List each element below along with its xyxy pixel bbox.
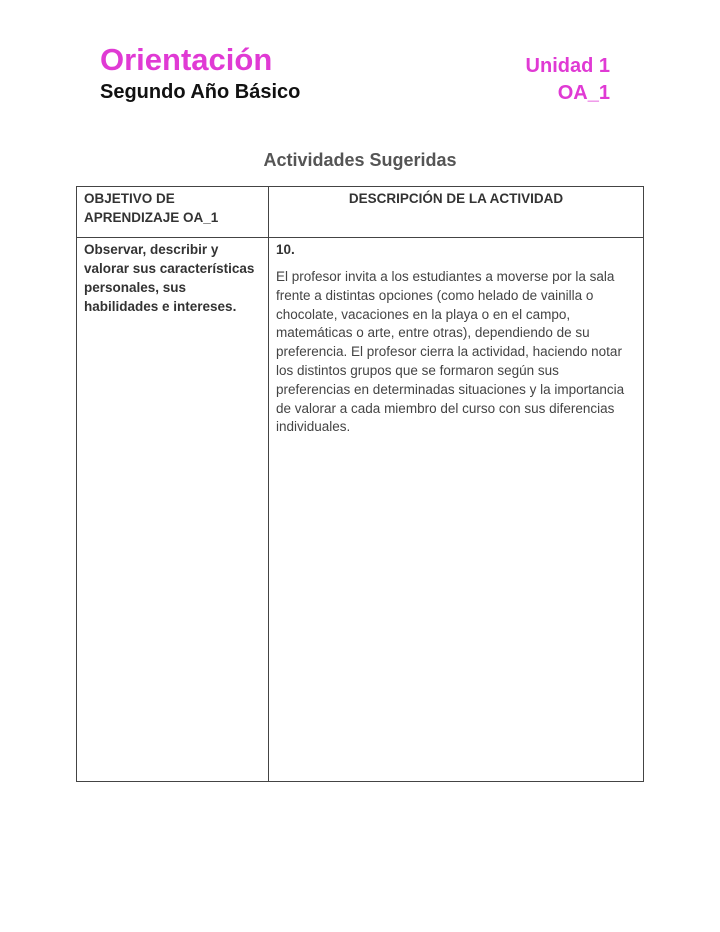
table-header-row [77, 187, 644, 238]
description-cell [269, 238, 644, 782]
page-title: Orientación [100, 42, 273, 77]
section-title: Actividades Sugeridas [263, 150, 457, 170]
page-subtitle: Segundo Año Básico [100, 81, 301, 103]
header-description: DESCRIPCIÓN DE LA ACTIVIDAD [269, 187, 644, 238]
activity-number: 10. [276, 242, 295, 257]
activities-table [76, 186, 644, 782]
header-objective: OBJETIVO DE APRENDIZAJE OA_1 [77, 187, 269, 238]
objective-cell: Observar, describir y valorar sus características personales, sus habilidades e intereses. [77, 238, 269, 782]
unit-label: Unidad 1 [525, 55, 610, 77]
oa-label: OA_1 [557, 82, 610, 104]
activity-description: El profesor invita a los estudiantes a moverse por la sala frente a distintas opciones (como helado de vainilla o chocolate, vacaciones en la playa o en el campo, matemáticas o arte, entre otras), dependiendo de su preferencia. El profesor cierra la actividad, haciendo notar los distintos grupos que se formaron según sus preferencias en determinadas situaciones y la importancia de valorar a cada miembro del curso con sus diferencias individuales. [276, 269, 625, 435]
table-row [77, 238, 644, 782]
